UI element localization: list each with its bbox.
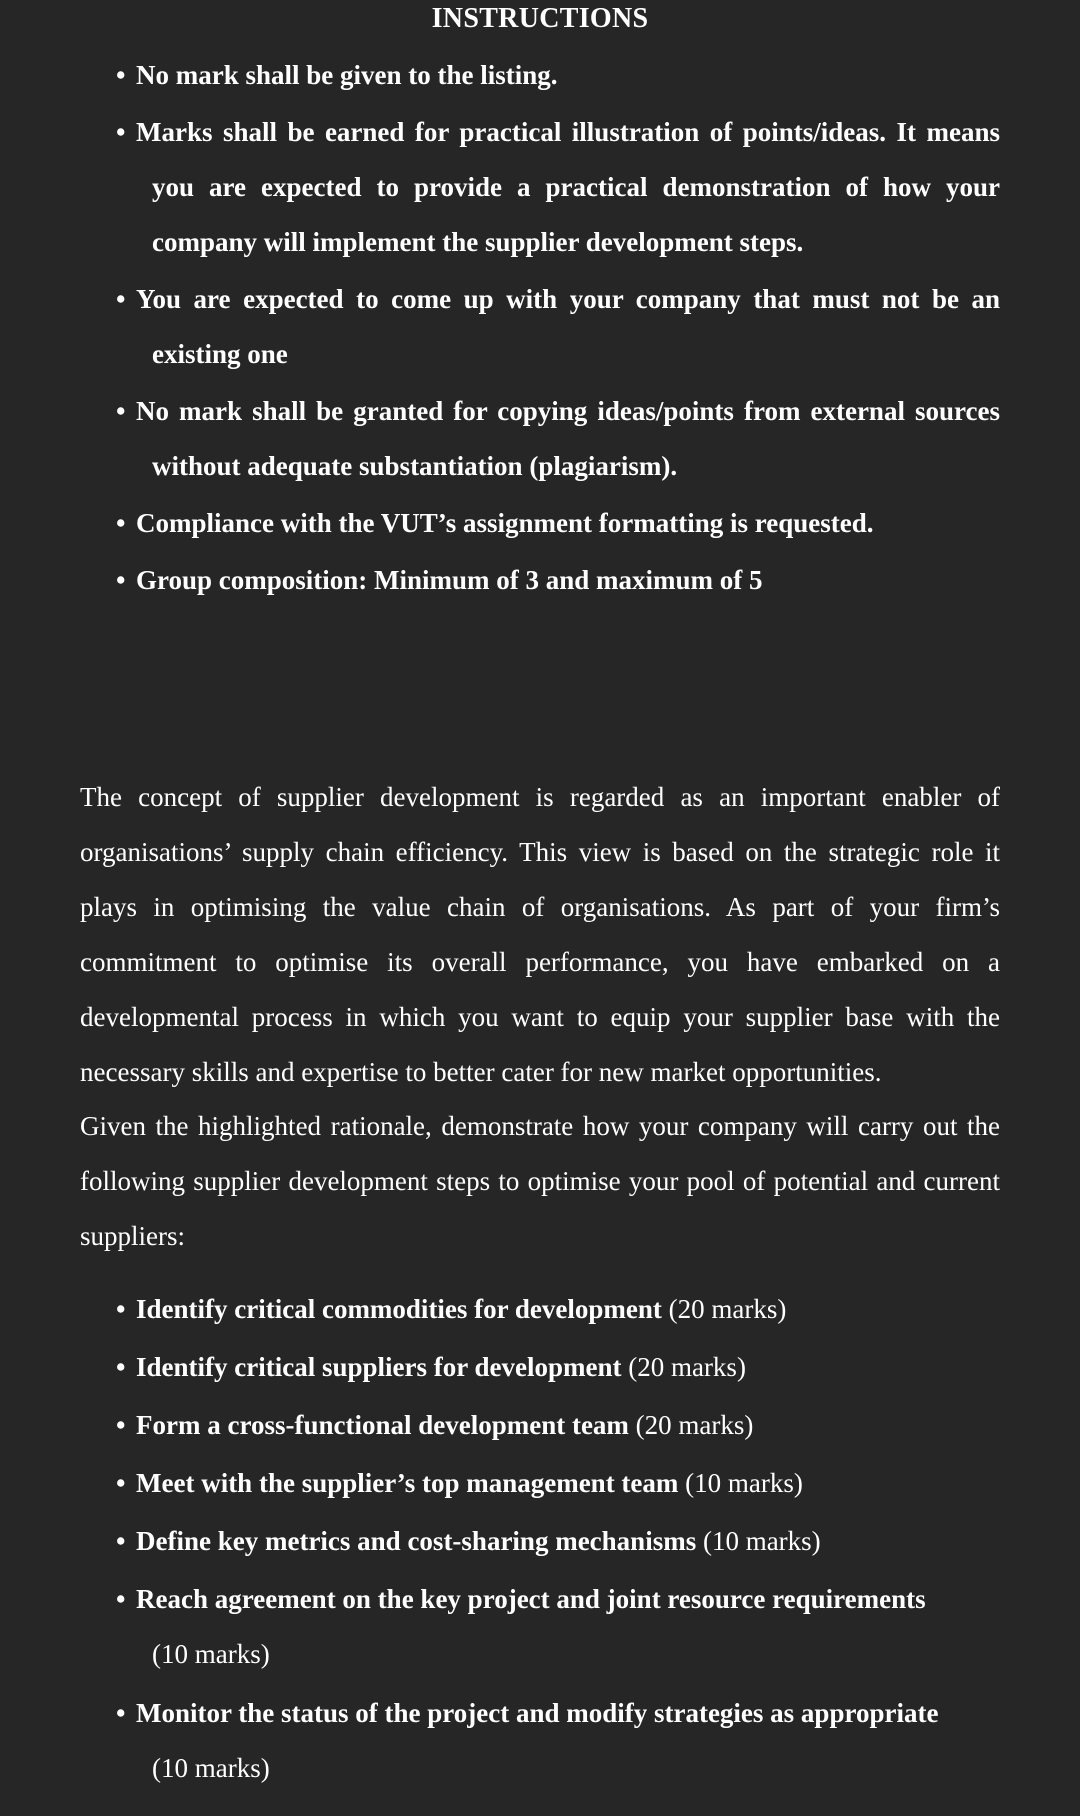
step-task: Identify critical commodities for development [136,1294,662,1324]
step-item [116,1454,1000,1512]
instruction-text: Group composition: Minimum of 3 and maximum of 5 [136,565,763,595]
step-marks: (10 marks) [702,1526,821,1556]
instruction-text: • You are expected to come up with your company that must not be an [136,284,1000,314]
step-task: Meet with the supplier’s top management team [136,1468,679,1498]
instruction-text-continued: company will implement the supplier development steps. [152,227,804,257]
step-item [116,1338,1000,1396]
instruction-item [116,48,1000,103]
instruction-text-continued: you are expected to provide a practical demonstration of how your [152,172,1000,202]
step-marks: (10 marks) [152,1753,270,1783]
instruction-text: Compliance with the VUT’s assignment formatting is requested. [136,508,874,538]
scenario-paragraph: The concept of supplier development is regarded as an important enabler of organisations’ supply chain efficiency. This view is based on the strategic role it plays in optimising the value chain of organisations. As part of your firm’s commitment to optimise its overall performance, you have embarked on a developmental process in which you want to equip your supplier base with the necessary skills and expertise to better cater for new market opportunities. [80,782,1000,1087]
step-task: • Reach agreement on the key project and joint resource requirements [136,1584,926,1614]
step-marks: (10 marks) [152,1639,270,1669]
step-item [116,1686,1000,1796]
instruction-text: • No mark shall be granted for copying ideas/points from external sources [136,396,1000,426]
step-item [116,1572,1000,1682]
instruction-text: No mark shall be given to the listing. [136,60,558,90]
instruction-text-continued: existing one [152,339,288,369]
step-marks: (20 marks) [635,1410,754,1440]
step-task: • Monitor the status of the project and modify strategies as appropriate [136,1698,939,1728]
instruction-text-continued: without adequate substantiation (plagiarism). [152,451,678,481]
instructions-heading: INSTRUCTIONS [431,3,649,34]
step-item [116,1396,1000,1454]
instruction-item [116,553,1000,608]
instruction-item [116,384,1000,494]
step-task: Define key metrics and cost-sharing mechanisms [136,1526,697,1556]
task-paragraph: Given the highlighted rationale, demonstrate how your company will carry out the following supplier development steps to optimise your pool of potential and current suppliers: [80,1111,1000,1251]
step-marks: (10 marks) [685,1468,803,1498]
instruction-text: • Marks shall be earned for practical illustration of points/ideas. It means [136,117,1000,147]
step-marks: (20 marks) [668,1294,787,1324]
supplier-development-steps-list [116,1280,1000,1796]
instruction-item [116,496,1000,551]
instruction-item [116,272,1000,382]
instruction-item [116,105,1000,270]
step-marks: (20 marks) [628,1352,746,1382]
step-task: Form a cross-functional development team [136,1410,629,1440]
instructions-list [116,48,1000,608]
step-item [116,1512,1000,1570]
step-task: Identify critical suppliers for development [136,1352,622,1382]
step-item [116,1280,1000,1338]
